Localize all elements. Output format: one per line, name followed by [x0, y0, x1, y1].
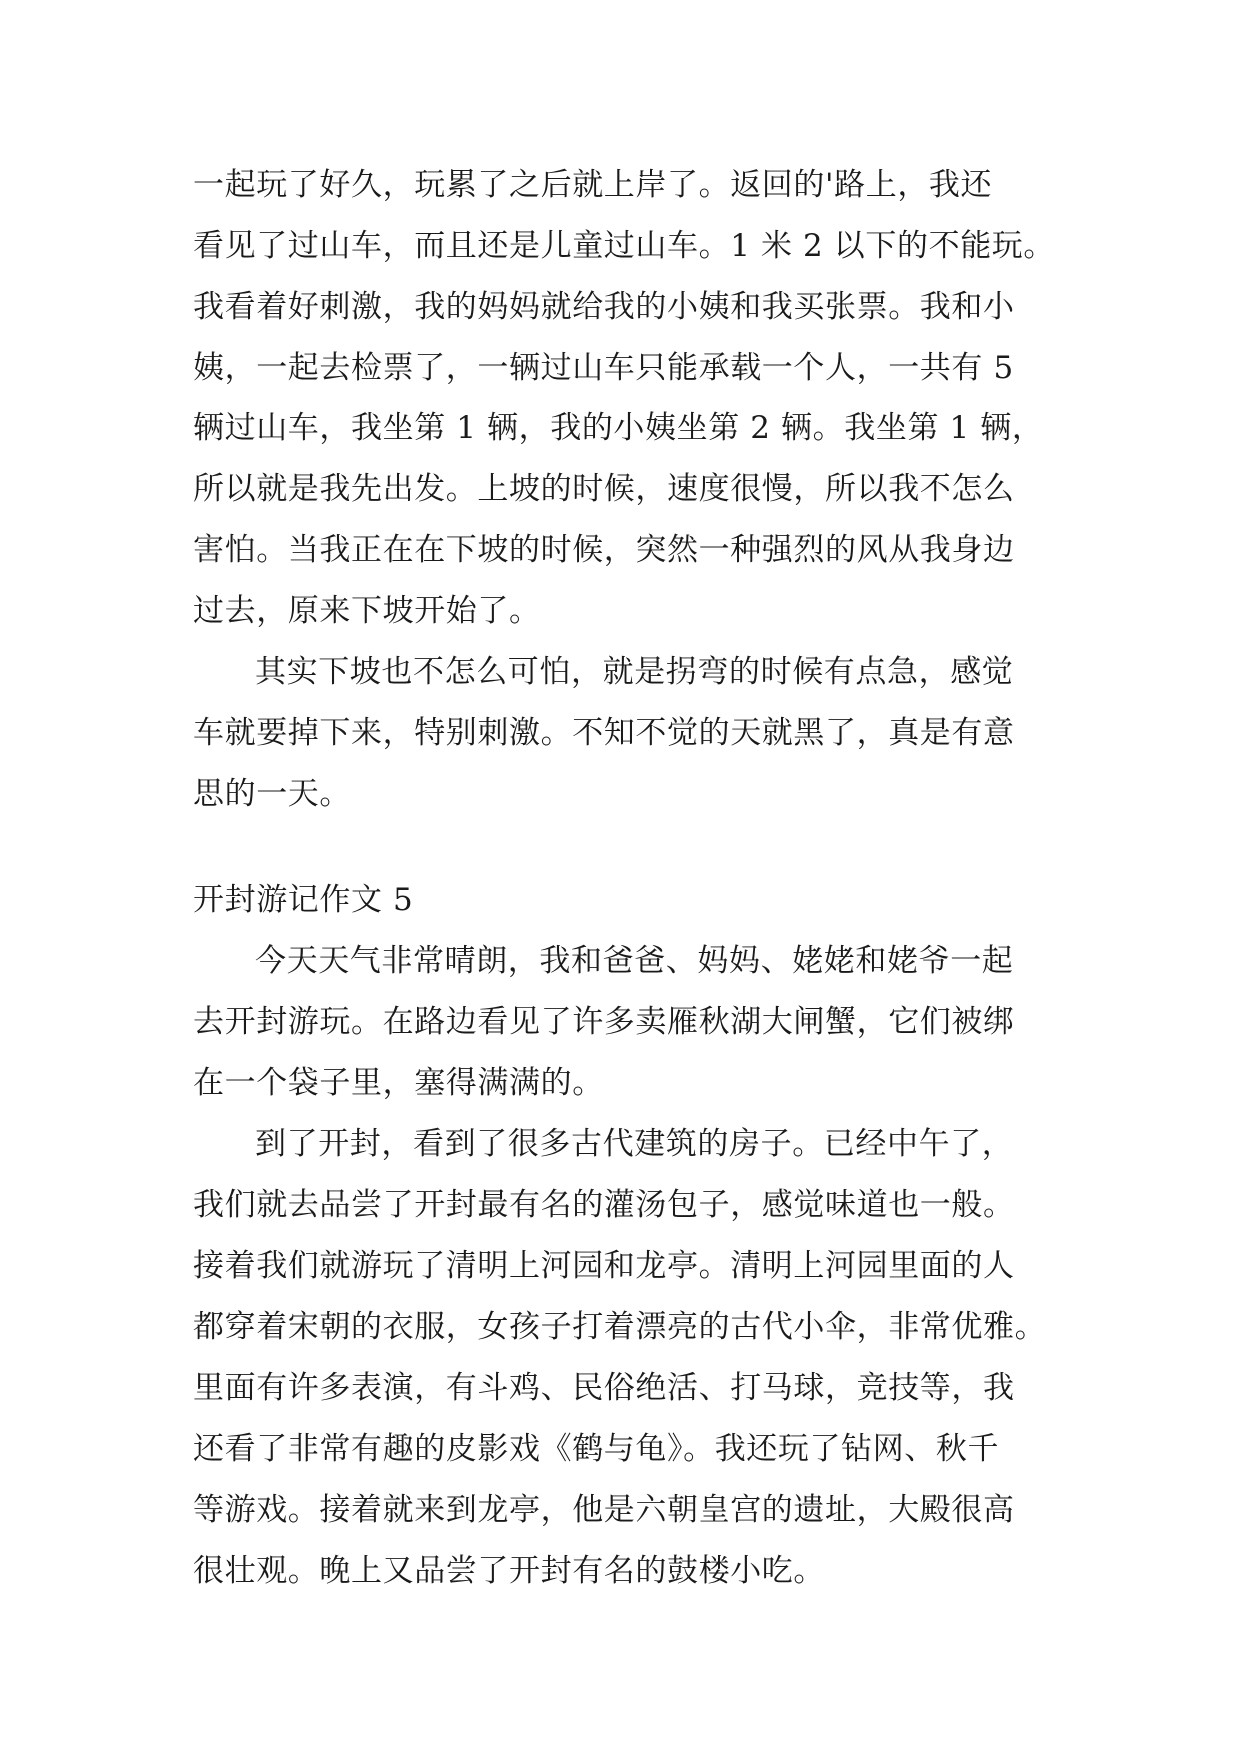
paragraph-line: 去开封游玩。在路边看见了许多卖雁秋湖大闸蟹，它们被绑 [193, 1004, 1015, 1040]
paragraph-line: 里面有许多表演，有斗鸡、民俗绝活、打马球，竞技等，我 [193, 1370, 1015, 1406]
paragraph-line: 很壮观。晚上又品尝了开封有名的鼓楼小吃。 [193, 1553, 825, 1589]
paragraph-line: 其实下坡也不怎么可怕，就是拐弯的时候有点急，感觉 [255, 654, 1014, 690]
paragraph-line: 我看着好刺激，我的妈妈就给我的小姨和我买张票。我和小 [193, 289, 1015, 325]
paragraph-line: 等游戏。接着就来到龙亭，他是六朝皇宫的遗址，大殿很高 [193, 1492, 1015, 1528]
paragraph-line: 过去，原来下坡开始了。 [193, 593, 541, 629]
paragraph-line: 辆过山车，我坐第 1 辆，我的小姨坐第 2 辆。我坐第 1 辆， [193, 410, 1044, 446]
paragraph-line: 一起玩了好久，玩累了之后就上岸了。返回的'路上，我还 [193, 167, 993, 203]
paragraph-line: 都穿着宋朝的衣服，女孩子打着漂亮的古代小伞，非常优雅。 [193, 1309, 1047, 1345]
paragraph-line: 思的一天。 [193, 776, 351, 812]
paragraph-line: 车就要掉下来，特别刺激。不知不觉的天就黑了，真是有意 [193, 715, 1015, 751]
paragraph-line: 看见了过山车，而且还是儿童过山车。1 米 2 以下的不能玩。 [193, 228, 1056, 264]
paragraph-line: 姨，一起去检票了，一辆过山车只能承载一个人，一共有 5 [193, 350, 1014, 386]
paragraph-line: 我们就去品尝了开封最有名的灌汤包子，感觉味道也一般。 [193, 1187, 1015, 1223]
paragraph-line: 到了开封，看到了很多古代建筑的房子。已经中午了， [255, 1126, 1014, 1162]
paragraph-line: 还看了非常有趣的皮影戏《鹤与龟》。我还玩了钻网、秋千 [193, 1431, 1000, 1467]
paragraph-line: 在一个袋子里，塞得满满的。 [193, 1065, 604, 1101]
paragraph-line: 害怕。当我正在在下坡的时候，突然一种强烈的风从我身边 [193, 532, 1015, 568]
paragraph-line: 今天天气非常晴朗，我和爸爸、妈妈、姥姥和姥爷一起 [255, 943, 1014, 979]
paragraph-line: 所以就是我先出发。上坡的时候，速度很慢，所以我不怎么 [193, 471, 1015, 507]
section-heading: 开封游记作文 5 [193, 882, 414, 918]
paragraph-line: 接着我们就游玩了清明上河园和龙亭。清明上河园里面的人 [193, 1248, 1015, 1284]
